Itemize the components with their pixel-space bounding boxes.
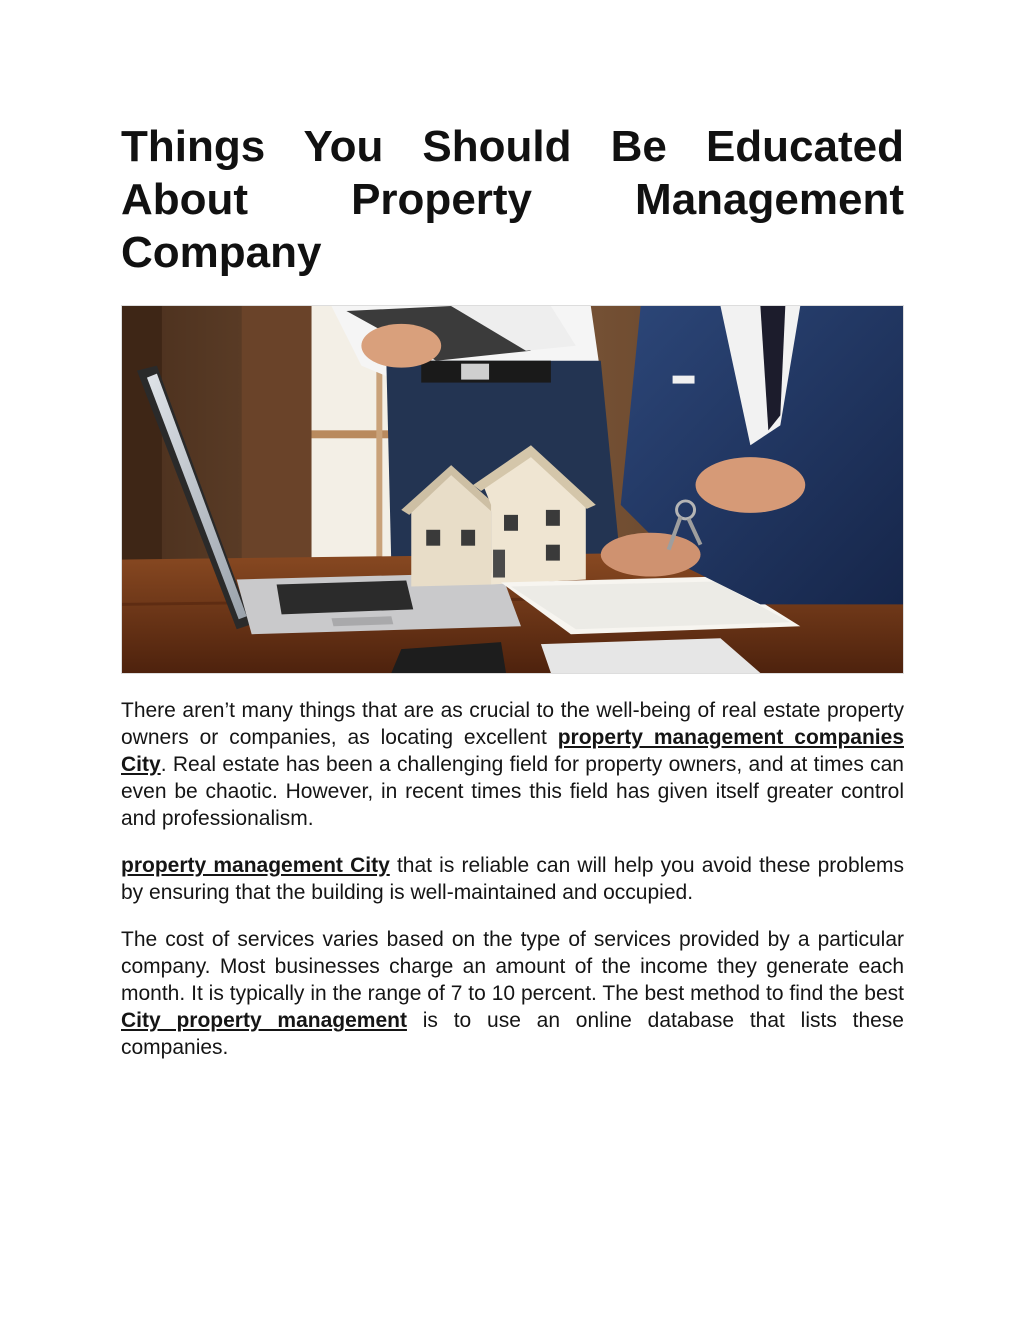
link-city-property-management[interactable]: City property management [121, 1009, 407, 1032]
paragraph-intro [121, 697, 904, 832]
paragraph-reliable-text: that is reliable can will help you avoid these problems by ensuring that the building is well-maintained and occupied. [121, 854, 904, 904]
paragraph-intro-text-end: . Real estate has been a challenging field for property owners, and at times can even be chaotic. However, in recent times this field has given itself greater control and professionalism. [121, 753, 904, 830]
link-property-management-city[interactable]: property management City [121, 854, 390, 877]
link-property-management-companies-city[interactable]: property management companies City [121, 726, 904, 776]
paragraph-cost-text: The cost of services varies based on the type of services provided by a particular company. Most businesses charge an amount of the income they generate each month. It is typically in the range of 7 to 10 percent. The best method to find the best [121, 928, 904, 1005]
paragraph-cost [121, 926, 904, 1061]
document-page [121, 0, 904, 1059]
paragraph-reliable [121, 852, 904, 906]
article-body [121, 697, 904, 1081]
hero-photo [121, 305, 904, 674]
page-title: Things You Should Be Educated About Property Management Company [121, 122, 904, 277]
paragraph-cost-text-end: is to use an online database that lists these companies. [121, 1009, 904, 1059]
paragraph-intro-text: There aren’t many things that are as crucial to the well-being of real estate property owners or companies, as locating excellent [121, 699, 904, 749]
